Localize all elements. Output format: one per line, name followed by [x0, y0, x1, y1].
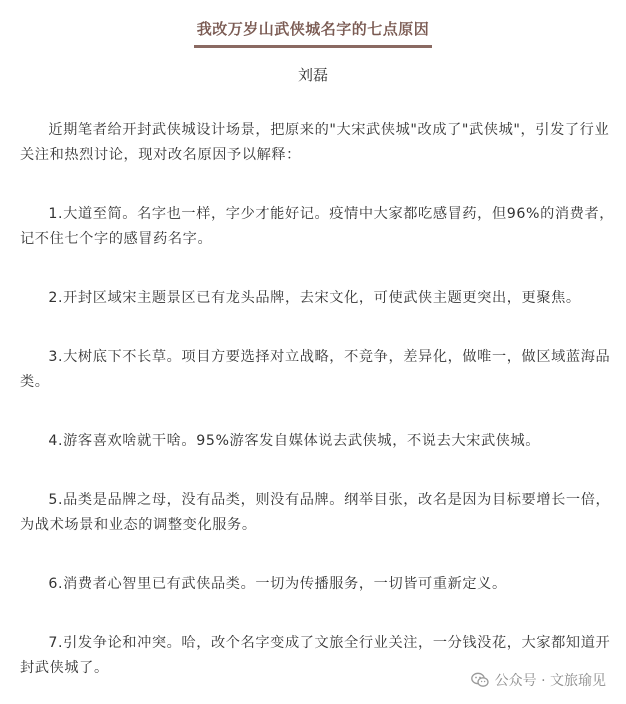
reason-paragraph-7: 7.引发争论和冲突。哈，改个名字变成了文旅全行业关注，一分钱没花，大家都知道开封武侠城了。	[20, 635, 611, 676]
article-body	[20, 118, 616, 681]
reason-paragraph-6: 6.消费者心智里已有武侠品类。一切为传播服务，一切皆可重新定义。	[48, 576, 507, 592]
article-title: 我改万岁山武侠城名字的七点原因	[196, 20, 430, 38]
wechat-icon	[471, 672, 489, 688]
article-header	[0, 18, 626, 40]
reason-paragraph-1: 1.大道至简。名字也一样，字少才能好记。疫情中大家都吃感冒药，但96%的消费者，记不住七个字的感冒药名字。	[20, 206, 615, 247]
title-underline	[194, 45, 432, 48]
reason-paragraph-4: 4.游客喜欢啥就干啥。95%游客发自媒体说去武侠城，不说去大宋武侠城。	[48, 433, 541, 449]
intro-paragraph: 近期笔者给开封武侠城设计场景，把原来的"大宋武侠城"改成了"武侠城"，引发了行业关注和热烈讨论，现对改名原因予以解释：	[20, 122, 610, 163]
account-watermark	[471, 670, 606, 690]
reason-paragraph-5: 5.品类是品牌之母，没有品类，则没有品牌。纲举目张，改名是因为目标要增长一倍，为战术场景和业态的调整变化服务。	[20, 492, 611, 533]
article-author: 刘磊	[297, 66, 328, 84]
watermark-text: 公众号 · 文旅瑜见	[494, 673, 606, 689]
reason-paragraph-3: 3.大树底下不长草。项目方要选择对立战略，不竞争，差异化，做唯一，做区域蓝海品类。	[20, 349, 611, 390]
reason-paragraph-2: 2.开封区域宋主题景区已有龙头品牌，去宋文化，可使武侠主题更突出，更聚焦。	[48, 290, 581, 306]
